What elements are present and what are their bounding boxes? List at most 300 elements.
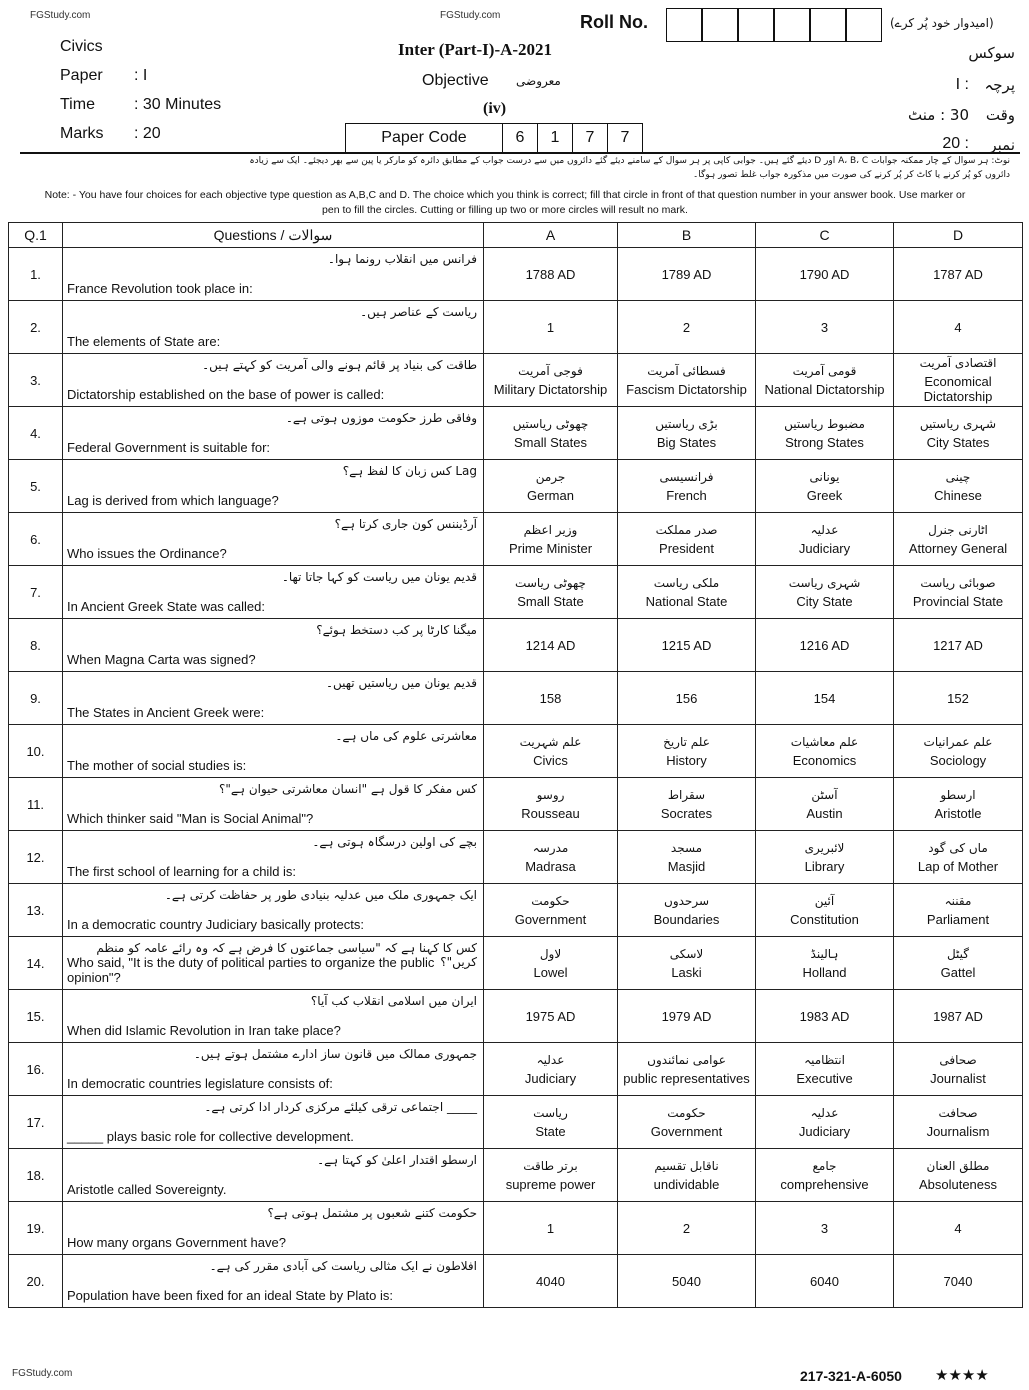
roll-label: Roll No.: [580, 12, 648, 32]
question-cell: [63, 884, 484, 937]
question-urdu: ارسطو اقتدار اعلیٰ کو کہتا ہے۔: [317, 1153, 477, 1167]
option-b: [618, 1202, 756, 1255]
option-english: 1987 AD: [933, 1008, 983, 1024]
option-urdu: صحافی: [939, 1052, 977, 1067]
option-english: 3: [820, 1220, 829, 1236]
option-urdu: علم شہریت: [519, 734, 582, 749]
question-row: [9, 1043, 1023, 1096]
option-urdu: چھوٹی ریاست: [515, 575, 586, 590]
option-urdu: مدرسہ: [532, 840, 569, 855]
option-urdu: لائبریری: [804, 840, 845, 855]
option-english: Small States: [514, 434, 587, 450]
question-cell: [63, 566, 484, 619]
question-urdu: افلاطون نے ایک مثالی ریاست کی آبادی مقرر کی ہے۔: [209, 1259, 477, 1273]
option-c: [756, 1255, 894, 1308]
option-english: 1: [546, 1220, 555, 1236]
option-urdu: جامع: [812, 1158, 837, 1173]
question-english: When Magna Carta was signed?: [67, 652, 256, 667]
option-b: [618, 1096, 756, 1149]
questions-table: [8, 222, 1023, 1308]
option-d: [894, 778, 1023, 831]
question-row: [9, 1202, 1023, 1255]
option-english: Government: [514, 911, 587, 927]
question-english: When did Islamic Revolution in Iran take place?: [67, 1023, 341, 1038]
option-urdu: اقتصادی آمریت: [919, 356, 997, 370]
option-urdu: فسطائی آمریت: [647, 363, 726, 378]
option-english: Rousseau: [521, 805, 580, 821]
question-number: 7.: [9, 566, 63, 619]
question-row: [9, 619, 1023, 672]
option-a: [484, 884, 618, 937]
note-english: Note: - You have four choices for each objective type question as A,B,C and D. The choice which you think is correct; fill that circle in front of that question number in your answer book. Use marker or pen to fill the circles. Cutting or filling up two or more circles will result no mark.: [44, 189, 966, 216]
option-b: [618, 354, 756, 407]
question-urdu: _____ اجتماعی ترقی کیلئے مرکزی کردار ادا کرتی ہے۔: [204, 1100, 477, 1114]
question-urdu: ایک جمہوری ملک میں عدلیہ بنیادی طور پر حفاظت کرتی ہے۔: [164, 888, 477, 902]
question-row: [9, 513, 1023, 566]
option-english: 2: [682, 319, 691, 335]
question-urdu: بچے کی اولین درسگاہ ہوتی ہے۔: [312, 835, 477, 849]
question-english: How many organs Government have?: [67, 1235, 286, 1250]
option-urdu: عدلیہ: [810, 1105, 839, 1120]
option-english: History: [666, 752, 707, 768]
question-number: 4.: [9, 407, 63, 460]
option-urdu: علم عمرانیات: [923, 734, 993, 749]
question-number: 11.: [9, 778, 63, 831]
option-a: [484, 937, 618, 990]
question-row: [9, 301, 1023, 354]
question-row: [9, 990, 1023, 1043]
exam-title: Inter (Part-I)-A-2021: [398, 40, 553, 59]
question-urdu: قدیم یونان میں ریاستیں تھیں۔: [325, 676, 477, 690]
option-a: [484, 1202, 618, 1255]
question-row: [9, 831, 1023, 884]
option-english: 152: [947, 690, 969, 706]
option-english: National State: [645, 593, 728, 609]
option-urdu: آسٹن: [811, 787, 838, 802]
option-urdu: ارسطو: [940, 787, 976, 802]
option-d: [894, 619, 1023, 672]
option-urdu: عدلیہ: [810, 522, 839, 537]
option-english: 1975 AD: [525, 1008, 576, 1024]
marks-label: Marks: [60, 125, 104, 142]
option-english: Lap of Mother: [917, 858, 999, 874]
option-english: Economics: [792, 752, 857, 768]
option-d: [894, 672, 1023, 725]
question-english: In a democratic country Judiciary basically protects:: [67, 917, 364, 932]
question-english: In Ancient Greek State was called:: [67, 599, 265, 614]
option-a: [484, 460, 618, 513]
paper-code-digit: 7: [573, 124, 608, 152]
option-urdu: حکومت: [531, 893, 570, 908]
option-urdu: برتر طاقت: [523, 1158, 578, 1173]
option-a: [484, 1043, 618, 1096]
option-english: Lowel: [533, 964, 568, 980]
option-a: [484, 354, 618, 407]
question-urdu: طاقت کی بنیاد پر قائم ہونے والی آمریت کو کہتے ہیں۔: [202, 358, 477, 372]
question-number: 6.: [9, 513, 63, 566]
subject-urdu: سوکس: [968, 44, 1015, 62]
option-english: 1983 AD: [799, 1008, 850, 1024]
option-b: [618, 937, 756, 990]
option-english: City State: [796, 593, 853, 609]
option-urdu: لاول: [539, 946, 562, 961]
question-english: The first school of learning for a child is:: [67, 864, 297, 879]
question-urdu: ریاست کے عناصر ہیں۔: [360, 305, 477, 319]
option-english: 1789 AD: [661, 266, 712, 282]
option-english: 1979 AD: [661, 1008, 712, 1024]
watermark: FGStudy.com: [440, 10, 501, 21]
footer-code: 217-321-A-6050: [800, 1368, 902, 1384]
question-urdu: ایران میں اسلامی انقلاب کب آیا؟: [310, 994, 477, 1008]
option-english: Laski: [671, 964, 702, 980]
option-b: [618, 884, 756, 937]
question-row: [9, 1255, 1023, 1308]
question-row: [9, 672, 1023, 725]
question-cell: [63, 778, 484, 831]
question-row: [9, 566, 1023, 619]
paper-value: : I: [134, 67, 148, 84]
option-a: [484, 1096, 618, 1149]
option-english: Judiciary: [798, 1123, 851, 1139]
option-english: 1790 AD: [799, 266, 850, 282]
option-c: [756, 1043, 894, 1096]
option-english: Socrates: [660, 805, 713, 821]
question-row: [9, 725, 1023, 778]
question-number: 8.: [9, 619, 63, 672]
question-urdu: Lag کس زبان کا لفظ ہے؟: [342, 464, 477, 478]
subject: Civics: [60, 38, 103, 55]
option-urdu: مقننہ: [944, 893, 972, 908]
option-urdu: چینی: [945, 469, 971, 484]
option-english: Provincial State: [912, 593, 1004, 609]
option-urdu: مضبوط ریاستیں: [784, 416, 865, 431]
question-english: Aristotle called Sovereignty.: [67, 1182, 227, 1197]
option-a: [484, 513, 618, 566]
option-c: [756, 1202, 894, 1255]
question-number: 15.: [9, 990, 63, 1043]
option-english: Masjid: [667, 858, 706, 874]
question-cell: [63, 725, 484, 778]
question-english: In democratic countries legislature consists of:: [67, 1076, 333, 1091]
option-urdu: سقراط: [667, 787, 706, 802]
question-cell: [63, 1096, 484, 1149]
question-english: Population have been fixed for an ideal State by Plato is:: [67, 1288, 393, 1303]
option-urdu: مطلق العنان: [926, 1158, 990, 1173]
question-urdu: وفاقی طرز حکومت موزوں ہوتی ہے۔: [285, 411, 477, 425]
option-c: [756, 513, 894, 566]
option-urdu: عوامی نمائندوں: [647, 1052, 726, 1067]
option-b: [618, 619, 756, 672]
question-row: [9, 1149, 1023, 1202]
option-b: [618, 778, 756, 831]
paper-code-digit: 6: [503, 124, 538, 152]
option-c: [756, 831, 894, 884]
option-english: German: [527, 487, 574, 503]
question-number: 17.: [9, 1096, 63, 1149]
option-a: [484, 407, 618, 460]
question-english: Who issues the Ordinance?: [67, 546, 227, 561]
option-d: [894, 566, 1023, 619]
question-cell: [63, 1149, 484, 1202]
option-urdu: قومی آمریت: [792, 363, 857, 378]
question-urdu: معاشرتی علوم کی ماں ہے۔: [335, 729, 477, 743]
option-c: [756, 619, 894, 672]
option-d: [894, 1202, 1023, 1255]
header-questions: Questions / سوالات: [63, 223, 484, 248]
footer-stars: ★★★★: [935, 1367, 989, 1384]
option-english: Sociology: [929, 752, 987, 768]
option-urdu: سرحدوں: [664, 893, 709, 908]
question-number: 3.: [9, 354, 63, 407]
header-b: B: [618, 223, 756, 248]
option-urdu: یونانی: [809, 469, 840, 484]
option-english: Gattel: [940, 964, 976, 980]
question-urdu: میگنا کارٹا پر کب دستخط ہوئے؟: [316, 623, 477, 637]
option-b: [618, 831, 756, 884]
option-english: 1: [546, 319, 555, 335]
option-english: Madrasa: [525, 858, 576, 874]
option-b: [618, 460, 756, 513]
option-english: Strong States: [785, 434, 864, 450]
option-a: [484, 725, 618, 778]
option-c: [756, 884, 894, 937]
option-english: Austin: [806, 805, 843, 821]
option-english: 1787 AD: [933, 266, 983, 282]
objective-urdu: معروضی: [516, 74, 561, 88]
option-english: Executive: [796, 1070, 853, 1086]
question-english: The elements of State are:: [67, 334, 221, 349]
option-c: [756, 937, 894, 990]
question-row: [9, 248, 1023, 301]
option-english: Aristotle: [934, 805, 982, 821]
option-d: [894, 990, 1023, 1043]
question-cell: [63, 1043, 484, 1096]
option-english: Big States: [656, 434, 717, 450]
roll-urdu: (امیدوار خود پُر کرے): [890, 16, 994, 30]
question-english: _____ plays basic role for collective development.: [67, 1129, 354, 1144]
option-english: 6040: [810, 1273, 839, 1289]
option-english: public representatives: [623, 1070, 750, 1086]
option-urdu: فرانسیسی: [659, 469, 714, 484]
option-english: Government: [650, 1123, 723, 1139]
option-b: [618, 566, 756, 619]
option-english: Fascism Dictatorship: [626, 381, 747, 397]
paper-code-digit: 7: [620, 129, 630, 146]
option-english: President: [659, 540, 714, 556]
option-urdu: چھوٹی ریاستیں: [512, 416, 589, 431]
question-english: Lag is derived from which language?: [67, 493, 279, 508]
objective-label: Objective: [422, 72, 489, 89]
watermark: FGStudy.com: [30, 10, 91, 21]
question-cell: [63, 460, 484, 513]
option-english: 156: [675, 690, 698, 706]
option-c: [756, 725, 894, 778]
option-english: 1216 AD: [799, 637, 850, 653]
option-english: 1214 AD: [525, 637, 576, 653]
option-english: City States: [926, 434, 990, 450]
option-d: [894, 301, 1023, 354]
option-english: 158: [539, 690, 562, 706]
option-a: [484, 1149, 618, 1202]
question-number: 13.: [9, 884, 63, 937]
time-urdu-value: 30 : منٹ: [908, 106, 969, 124]
question-urdu: قدیم یونان میں ریاست کو کہا جاتا تھا۔: [281, 570, 477, 584]
question-urdu: آرڈیننس کون جاری کرتا ہے؟: [334, 517, 477, 531]
option-urdu: عدلیہ: [536, 1052, 565, 1067]
watermark: FGStudy.com: [12, 1368, 73, 1379]
option-english: 5040: [672, 1273, 701, 1289]
question-urdu: جمہوری ممالک میں قانون ساز ادارے مشتمل ہوتے ہیں۔: [193, 1047, 477, 1061]
option-c: [756, 566, 894, 619]
question-number: 10.: [9, 725, 63, 778]
option-english: Boundaries: [653, 911, 720, 927]
paper-urdu: پرچہ: [984, 76, 1015, 94]
option-c: [756, 778, 894, 831]
option-english: Journalist: [930, 1070, 986, 1086]
option-a: [484, 566, 618, 619]
option-urdu: روسو: [536, 787, 565, 802]
question-cell: [63, 831, 484, 884]
option-urdu: علم معاشیات: [790, 734, 859, 749]
option-b: [618, 672, 756, 725]
roll-number-boxes[interactable]: [666, 8, 882, 47]
paper-code-digit: 1: [538, 124, 573, 152]
option-english: undividable: [653, 1176, 720, 1192]
question-cell: [63, 1255, 484, 1308]
note-urdu: نوٹ: ہر سوال کے چار ممکنہ جوابات A، B، C اور D دیئے گئے ہیں۔ جوابی کاپی پر ہر سوال کے سامنے دیئے گئے دائروں میں سے درست جواب کے مطابق دائرہ کو مارکر یا پین سے بھر دیجئے۔ ایک سے زیادہ دائروں کو پُر کرنے یا کاٹ کر پُر کرنے کی صورت میں مذکورہ جواب غلط تصور ہوگا۔: [249, 156, 1010, 180]
option-d: [894, 1255, 1023, 1308]
option-a: [484, 248, 618, 301]
option-urdu: انتظامیہ: [804, 1052, 845, 1067]
question-cell: [63, 301, 484, 354]
option-urdu: شہری ریاستیں: [919, 416, 997, 431]
option-english: Civics: [533, 752, 568, 768]
question-english: Which thinker said "Man is Social Animal"?: [67, 811, 314, 826]
marks-value: : 20: [134, 125, 161, 142]
option-english: 7040: [943, 1273, 973, 1289]
question-row: [9, 778, 1023, 831]
option-b: [618, 407, 756, 460]
option-d: [894, 1096, 1023, 1149]
option-a: [484, 1255, 618, 1308]
question-cell: [63, 619, 484, 672]
option-c: [756, 990, 894, 1043]
option-english: Small State: [517, 593, 584, 609]
question-row: [9, 1096, 1023, 1149]
question-cell: [63, 513, 484, 566]
option-english: State: [535, 1123, 566, 1139]
option-d: [894, 513, 1023, 566]
question-english: The mother of social studies is:: [67, 758, 247, 773]
option-urdu: وزیر اعظم: [523, 522, 578, 537]
option-a: [484, 301, 618, 354]
option-english: 1788 AD: [525, 266, 576, 282]
option-urdu: جرمن: [535, 469, 566, 484]
header-a: A: [484, 223, 618, 248]
question-cell: [63, 1202, 484, 1255]
question-cell: [63, 354, 484, 407]
question-english: Federal Government is suitable for:: [67, 440, 271, 455]
paper-urdu-value: I :: [955, 76, 969, 93]
question-english: France Revolution took place in:: [67, 281, 253, 296]
option-urdu: صدر مملکت: [655, 522, 718, 537]
option-c: [756, 354, 894, 407]
option-urdu: ماں کی گود: [928, 840, 988, 855]
option-english: National Dictatorship: [764, 381, 885, 397]
option-english: 4: [954, 319, 962, 335]
option-english: Constitution: [790, 911, 859, 927]
option-b: [618, 725, 756, 778]
option-english: 1217 AD: [933, 637, 983, 653]
question-row: [9, 937, 1023, 990]
option-d: [894, 248, 1023, 301]
question-number: 2.: [9, 301, 63, 354]
question-number: 5.: [9, 460, 63, 513]
question-number: 14.: [9, 937, 63, 990]
option-english: Absoluteness: [918, 1176, 998, 1192]
option-d: [894, 460, 1023, 513]
option-english: Holland: [802, 964, 847, 980]
option-english: Journalism: [926, 1123, 990, 1139]
option-english: Parliament: [926, 911, 990, 927]
option-english: comprehensive: [780, 1176, 869, 1192]
option-b: [618, 990, 756, 1043]
version: (iv): [483, 100, 507, 117]
option-urdu: اٹارنی جنرل: [928, 522, 988, 537]
option-c: [756, 248, 894, 301]
question-english: The States in Ancient Greek were:: [67, 705, 265, 720]
option-english: 4: [954, 1220, 962, 1236]
option-a: [484, 778, 618, 831]
question-english: Who said, "It is the duty of political parties to organize the public opinion"?: [67, 955, 435, 985]
option-urdu: فوجی آمریت: [518, 363, 583, 378]
option-c: [756, 672, 894, 725]
time-label: Time: [60, 96, 95, 113]
question-row: [9, 407, 1023, 460]
option-d: [894, 725, 1023, 778]
question-number: 19.: [9, 1202, 63, 1255]
option-urdu: ملکی ریاست: [653, 575, 720, 590]
option-b: [618, 1255, 756, 1308]
option-b: [618, 513, 756, 566]
option-b: [618, 1149, 756, 1202]
question-number: 20.: [9, 1255, 63, 1308]
question-urdu: فرانس میں انقلاب رونما ہوا۔: [327, 252, 477, 266]
question-english: Dictatorship established on the base of power is called:: [67, 387, 385, 402]
question-cell: [63, 937, 484, 990]
option-d: [894, 831, 1023, 884]
question-cell: [63, 248, 484, 301]
header-qno: Q.1: [9, 223, 63, 248]
option-english: Library: [804, 858, 845, 874]
option-a: [484, 619, 618, 672]
header-c: C: [756, 223, 894, 248]
option-a: [484, 672, 618, 725]
option-urdu: بڑی ریاستیں: [655, 416, 718, 431]
option-urdu: گیٹل: [946, 946, 970, 961]
option-b: [618, 248, 756, 301]
option-b: [618, 301, 756, 354]
option-urdu: صوبائی ریاست: [920, 575, 996, 590]
option-english: Military Dictatorship: [493, 381, 608, 397]
marks-urdu: نمبر: [989, 136, 1015, 154]
option-d: [894, 884, 1023, 937]
option-english: French: [666, 487, 707, 503]
option-urdu: صحافت: [938, 1105, 978, 1120]
option-urdu: ریاست: [533, 1105, 568, 1120]
option-c: [756, 407, 894, 460]
option-english: Economical Dictatorship: [923, 374, 993, 404]
